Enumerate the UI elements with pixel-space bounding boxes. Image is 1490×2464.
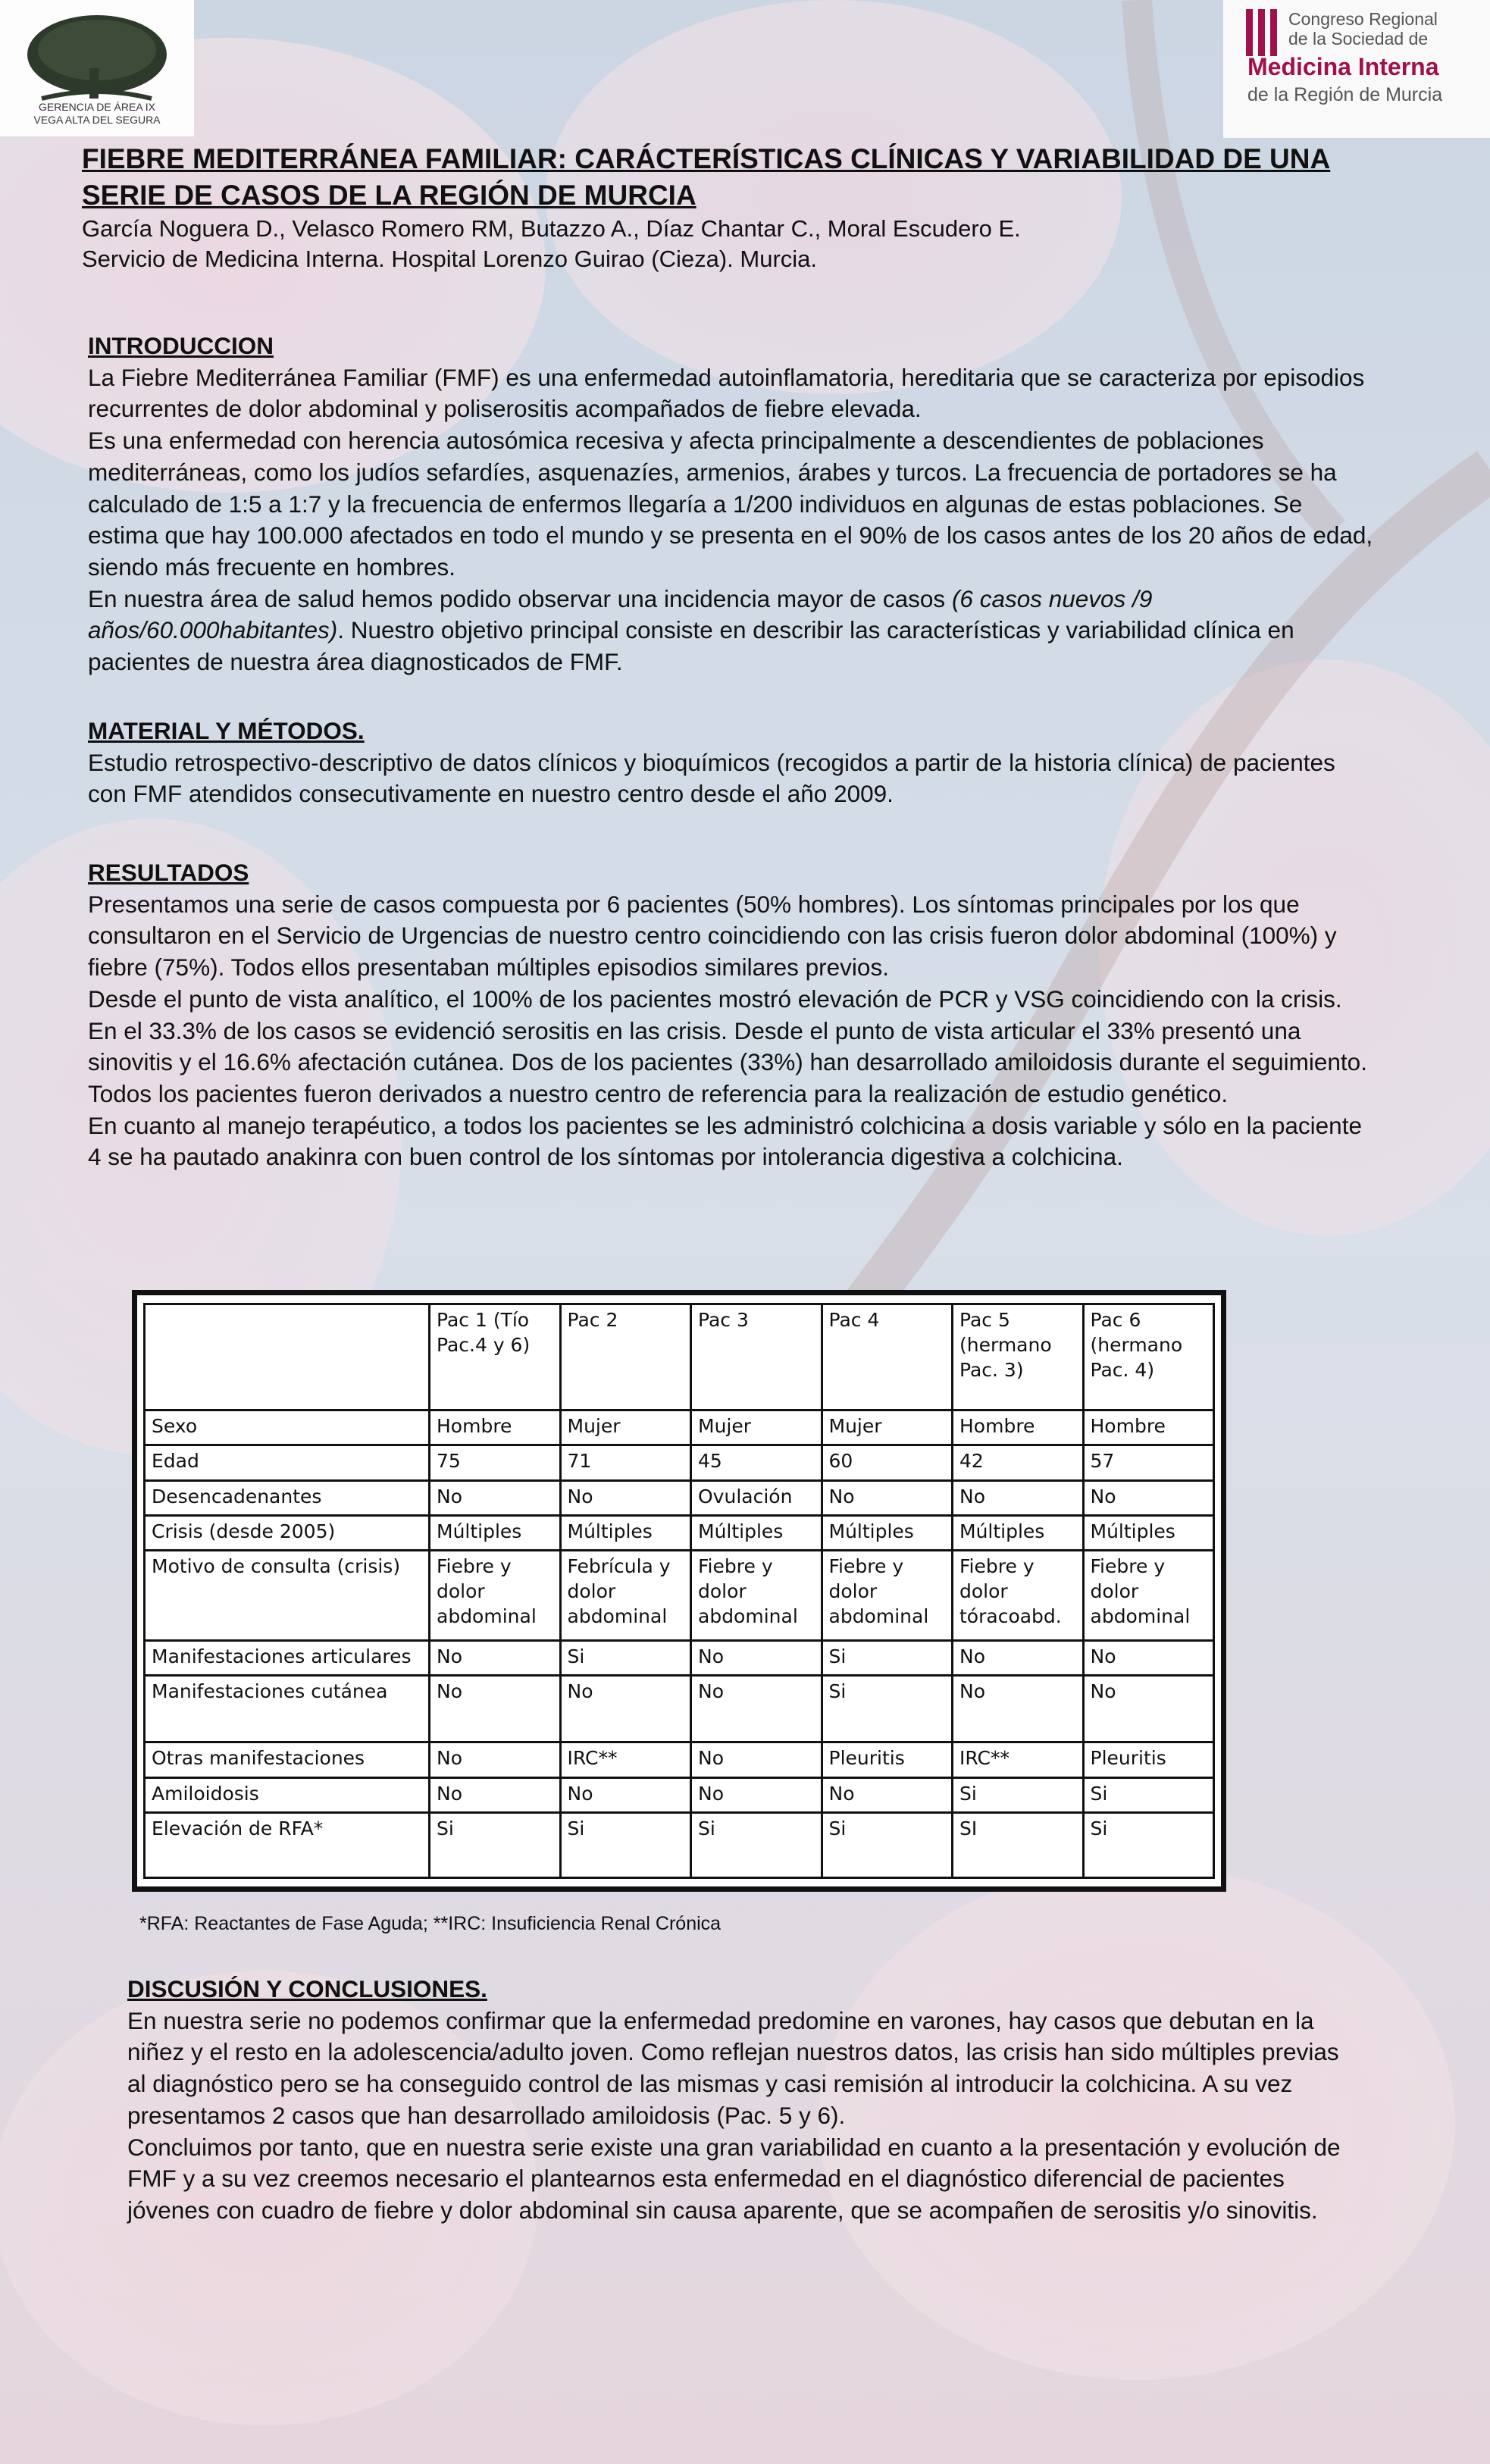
methods-heading: MATERIAL Y MÉTODOS. [88, 717, 365, 744]
table-footnote: *RFA: Reactantes de Fase Aguda; **IRC: Insuficiencia Renal Crónica [139, 1913, 722, 1934]
logo-congreso-regional [1223, 0, 1490, 138]
logo-right-line2: de la Sociedad de [1288, 29, 1429, 49]
results-paragraph-4: En cuanto al manejo terapéutico, a todos los pacientes se les administró colchicina a dosis variable y sólo en la paciente 4 se ha pautado anakinra con buen control de los síntomas por intolerancia digestiva a colchicina. [88, 1111, 1362, 1171]
logo-right-line3: Medicina Interna [1247, 53, 1439, 80]
table-cell: Mujer [822, 1410, 953, 1445]
table-cell: No [691, 1641, 822, 1676]
table-cell: No [691, 1777, 822, 1812]
table-cell: IRC** [560, 1742, 691, 1777]
table-row [145, 1641, 1214, 1676]
table-cell: No [691, 1676, 822, 1742]
patients-table-box [132, 1290, 1226, 1892]
table-header-cell: Pac 2 [560, 1304, 691, 1410]
methods-paragraph-1: Estudio retrospectivo-descriptivo de datos clínicos y bioquímicos (recogidos a partir de la historia clínica) de pacientes con FMF atendidos consecutivamente en nuestro centro desde el año 2009. [88, 748, 1335, 808]
table-cell: No [953, 1641, 1084, 1676]
table-cell: No [1083, 1480, 1214, 1515]
table-cell: Si [822, 1641, 953, 1676]
discussion-paragraph-2: Concluimos por tanto, que en nuestra serie existe una gran variabilidad en cuanto a la presentación y evolución de FMF y a su vez creemos necesario el plantearnos esta enfermedad en el diagnóstico diferencial de pacientes jóvenes con cuadro de fiebre y dolor abdominal sin causa aparente, que se acompañen de serositis y/o sinovitis. [127, 2133, 1341, 2224]
table-cell: 42 [953, 1445, 1084, 1480]
intro-p3-italic: (6 casos nuevos /9 años/60.000habitantes) [88, 584, 1153, 644]
table-cell: 75 [430, 1445, 561, 1480]
roman-three-icon [1246, 9, 1278, 56]
section-introduction [88, 330, 1376, 678]
table-header-cell: Pac 1 (Tío Pac.4 y 6) [430, 1304, 561, 1410]
table-row [145, 1777, 1214, 1812]
table-cell: No [1083, 1676, 1214, 1742]
table-row-label: Motivo de consulta (crisis) [145, 1551, 430, 1641]
table-row-label: Manifestaciones articulares [145, 1641, 430, 1676]
table-header-row [145, 1304, 1214, 1410]
logo-right-line1: Congreso Regional [1288, 9, 1438, 29]
section-discussion [127, 1974, 1355, 2227]
table-cell: Si [822, 1676, 953, 1742]
section-results [88, 857, 1376, 1173]
table-row-label: Manifestaciones cutánea [145, 1676, 430, 1742]
table-row-label: Elevación de RFA* [145, 1813, 430, 1878]
table-header-cell: Pac 6 (hermano Pac. 4) [1083, 1304, 1214, 1410]
intro-p3-end: . Nuestro objetivo principal consiste en describir las características y variabilidad clínica en pacientes de nuestra área diagnosticados de FMF. [88, 616, 1294, 676]
table-cell: Fiebre y dolor abdominal [822, 1551, 953, 1641]
section-methods [88, 715, 1376, 810]
table-header-cell: Pac 3 [691, 1304, 822, 1410]
table-row-label: Otras manifestaciones [145, 1742, 430, 1777]
table-cell: Mujer [560, 1410, 691, 1445]
table-row-label: Sexo [145, 1410, 430, 1445]
table-cell: Pleuritis [1083, 1742, 1214, 1777]
table-cell: No [822, 1777, 953, 1812]
table-row [145, 1410, 1214, 1445]
table-row [145, 1480, 1214, 1515]
table-cell: Pleuritis [822, 1742, 953, 1777]
table-cell: 60 [822, 1445, 953, 1480]
authors: García Noguera D., Velasco Romero RM, Butazzo A., Díaz Chantar C., Moral Escudero E. [82, 215, 1021, 242]
table-row [145, 1515, 1214, 1550]
table-row [145, 1742, 1214, 1777]
results-paragraph-3: Todos los pacientes fueron derivados a nuestro centro de referencia para la realización de estudio genético. [88, 1079, 1229, 1107]
results-heading: RESULTADOS [88, 859, 249, 886]
table-header-cell: Pac 4 [822, 1304, 953, 1410]
table-cell: 71 [560, 1445, 691, 1480]
discussion-heading: DISCUSIÓN Y CONCLUSIONES. [127, 1975, 487, 2002]
table-cell: Múltiples [1083, 1515, 1214, 1550]
table-cell: Si [822, 1813, 953, 1878]
results-paragraph-2: Desde el punto de vista analítico, el 100% de los pacientes mostró elevación de PCR y VSG coincidiendo con la crisis. En el 33.3% de los casos se evidenció serositis en las crisis. Desde el punto de vista articular el 33% presentó una sinovitis y el 16.6% afectación cutánea. Dos de los pacientes (33%) han desarrollado amiloidosis durante el seguimiento. [88, 985, 1367, 1076]
table-cell: No [430, 1777, 561, 1812]
results-paragraph-1: Presentamos una serie de casos compuesta por 6 pacientes (50% hombres). Los síntomas principales por los que consultaron en el Servicio de Urgencias de nuestro centro coincidiendo con las crisis fueron dolor abdominal (100%) y fiebre (75%). Todos ellos presentaban múltiples episodios similares previos. [88, 890, 1337, 982]
table-cell: Fiebre y dolor abdominal [1083, 1551, 1214, 1641]
table-cell: Múltiples [560, 1515, 691, 1550]
table-cell: No [430, 1742, 561, 1777]
table-row-label: Desencadenantes [145, 1480, 430, 1515]
logo-right-line4: de la Región de Murcia [1247, 84, 1443, 105]
table-cell: Si [430, 1813, 561, 1878]
table-row [145, 1813, 1214, 1878]
table-cell: No [430, 1480, 561, 1515]
table-cell: Si [1083, 1813, 1214, 1878]
table-cell: No [430, 1641, 561, 1676]
patients-table [143, 1303, 1215, 1879]
table-cell: Múltiples [822, 1515, 953, 1550]
table-cell: IRC** [953, 1742, 1084, 1777]
table-row-label: Crisis (desde 2005) [145, 1515, 430, 1550]
table-cell: Hombre [953, 1410, 1084, 1445]
table-cell: Múltiples [953, 1515, 1084, 1550]
affiliation: Servicio de Medicina Interna. Hospital Lorenzo Guirao (Cieza). Murcia. [82, 246, 818, 272]
table-cell: Múltiples [691, 1515, 822, 1550]
table-cell: Fiebre y dolor abdominal [430, 1551, 561, 1641]
table-cell: No [560, 1676, 691, 1742]
table-cell: No [691, 1742, 822, 1777]
intro-p3-start: En nuestra área de salud hemos podido observar una incidencia mayor de casos [88, 584, 952, 612]
logo-left-caption: GERENCIA DE ÁREA IX VEGA ALTA DEL SEGURA [33, 101, 161, 126]
poster-header [82, 141, 1385, 274]
intro-paragraph-1: La Fiebre Mediterránea Familiar (FMF) es una enfermedad autoinflamatoria, hereditaria que se caracteriza por episodios recurrentes de dolor abdominal y poliserositis acompañados de fiebre elevada. [88, 363, 1365, 423]
intro-paragraph-3 [88, 584, 1376, 678]
poster-title: FIEBRE MEDITERRÁNEA FAMILIAR: CARÁCTERÍSTICAS CLÍNICAS Y VARIABILIDAD DE UNA SERIE DE CASOS DE LA REGIÓN DE MURCIA [82, 143, 1331, 211]
discussion-paragraph-1: En nuestra serie no podemos confirmar que la enfermedad predomine en varones, hay casos que debutan en la niñez y el resto en la adolescencia/adulto joven. Como reflejan nuestros datos, las crisis han sido múltiples previas al diagnóstico pero se ha conseguido control de las mismas y casi remisión al introducir la colchicina. A su vez presentamos 2 casos que han desarrollado amiloidosis (Pac. 5 y 6). [127, 2006, 1339, 2129]
table-cell: No [430, 1676, 561, 1742]
table-cell: Hombre [1083, 1410, 1214, 1445]
table-cell: No [953, 1480, 1084, 1515]
table-row-label: Edad [145, 1445, 430, 1480]
table-row [145, 1676, 1214, 1742]
table-cell: Si [953, 1777, 1084, 1812]
table-cell: Si [560, 1813, 691, 1878]
table-cell: Ovulación [691, 1480, 822, 1515]
table-cell: 57 [1083, 1445, 1214, 1480]
table-cell: No [1083, 1641, 1214, 1676]
table-row [145, 1551, 1214, 1641]
table-cell: Si [691, 1813, 822, 1878]
table-cell: Mujer [691, 1410, 822, 1445]
table-cell: SI [953, 1813, 1084, 1878]
table-row [145, 1445, 1214, 1480]
table-cell: Si [1083, 1777, 1214, 1812]
table-cell: 45 [691, 1445, 822, 1480]
table-header-cell [145, 1304, 430, 1410]
intro-heading: INTRODUCCION [88, 332, 274, 359]
table-header-cell: Pac 5 (hermano Pac. 3) [953, 1304, 1084, 1410]
table-cell: Si [560, 1641, 691, 1676]
table-row-label: Amiloidosis [145, 1777, 430, 1812]
intro-paragraph-2: Es una enfermedad con herencia autosómica recesiva y afecta principalmente a descendientes de poblaciones mediterráneas, como los judíos sefardíes, asquenazíes, armenios, árabes y turcos. La frecuencia de portadores se ha calculado de 1:5 a 1:7 y la frecuencia de enfermos llegaría a 1/200 individuos en algunas de estas poblaciones. Se estima que hay 100.000 afectados en todo el mundo y se presenta en el 90% de los casos antes de los 20 años de edad, siendo más frecuente en hombres. [88, 427, 1373, 581]
table-cell: Fiebre y dolor tóracoabd. [953, 1551, 1084, 1641]
table-cell: No [560, 1777, 691, 1812]
table-cell: No [560, 1480, 691, 1515]
table-cell: No [822, 1480, 953, 1515]
table-cell: Febrícula y dolor abdominal [560, 1551, 691, 1641]
table-cell: Múltiples [430, 1515, 561, 1550]
logo-gerencia-area-ix [0, 0, 194, 136]
table-cell: No [953, 1676, 1084, 1742]
table-cell: Hombre [430, 1410, 561, 1445]
table-cell: Fiebre y dolor abdominal [691, 1551, 822, 1641]
